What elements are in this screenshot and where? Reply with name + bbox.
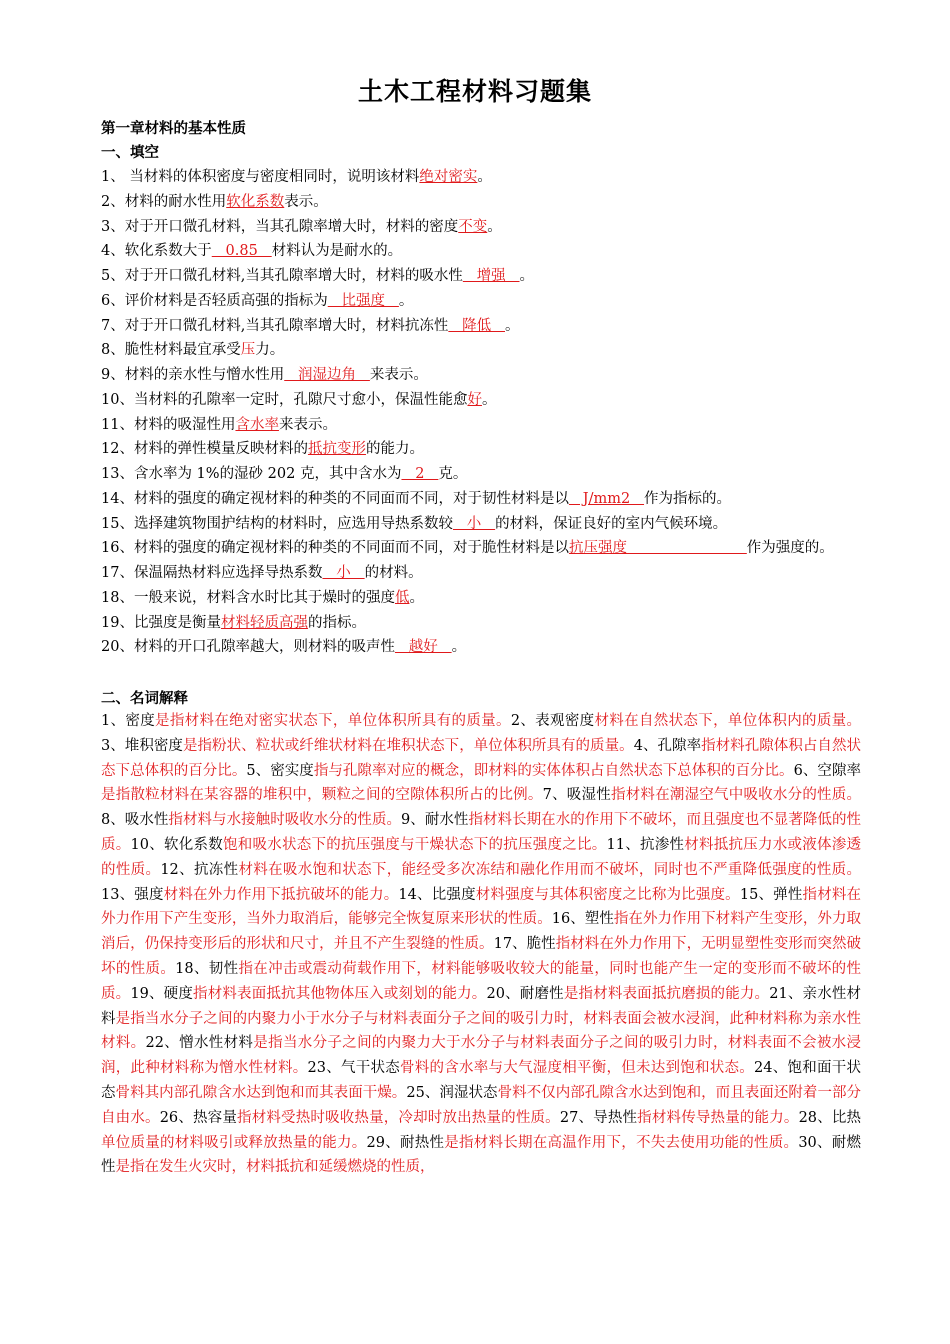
term-definition: 指材料在外力作用下，无明显塑性变形而突然破坏的性质。	[101, 936, 862, 977]
fill-item-text: 16、材料的强度的确定视材料的种类的不同面而不同，对于脆性材料是以	[101, 540, 569, 557]
fill-item	[101, 388, 861, 413]
fill-item-text: 。	[481, 391, 497, 408]
term-label: 4、孔隙率	[633, 737, 702, 754]
fill-item-text: 来表示。	[278, 416, 337, 433]
term-definition: 是指材料长期在高温作用下，不失去使用功能的性质。	[444, 1134, 799, 1151]
term-definition: 是指在发生火灾时，材料抵抗和延缓燃烧的性质，	[115, 1159, 435, 1176]
term-definition: 是指材料表面抵抗磨损的能力。	[563, 985, 770, 1002]
term-label: 19、硬度	[130, 985, 194, 1002]
fill-item-answer: 小	[452, 515, 496, 532]
term-definition: 单位质量的材料吸引或释放热量的能力。	[101, 1134, 367, 1151]
term-definition: 指材料孔隙体积占自然状态下总体积的百分比。	[101, 737, 861, 779]
term-definition: 指材料长期在水的作用下不破坏，而且强度也不显著降低的性质。	[101, 812, 861, 853]
fill-item-answer: 0.85	[211, 243, 272, 260]
fill-item	[101, 239, 861, 264]
fill-item-answer: 增强	[462, 268, 520, 284]
term-label: 28、比热	[798, 1109, 862, 1126]
term-definition: 材料在自然状态下，单位体积内的质量。	[594, 713, 861, 729]
fill-item-text: 的能力。	[365, 441, 424, 458]
fill-item-answer: J/mm2	[568, 490, 645, 507]
term-label: 11、抗渗性	[606, 836, 685, 853]
fill-item-answer: 不变	[458, 218, 488, 235]
term-definition: 指在冲击或震动荷载作用下，材料能够吸收较大的能量，同时也能产生一定的变形而不破坏的性质。	[101, 960, 862, 1002]
fill-item-text: 6、评价材料是否轻质高强的指标为	[101, 292, 328, 309]
fill-item	[101, 586, 861, 611]
term-label: 22、憎水性材料	[145, 1035, 254, 1052]
fill-item	[101, 338, 861, 363]
fill-item-text: 11、材料的吸湿性用	[101, 416, 236, 433]
term-label: 20、耐磨性	[486, 985, 564, 1002]
fill-item	[101, 215, 861, 240]
fill-item-answer: 抗压强度	[568, 540, 747, 557]
fill-item-text: 。	[477, 169, 492, 185]
fill-item-text: 7、对于开口微孔材料,当其孔隙率增大时，材料抗冻性	[101, 317, 449, 334]
term-label: 17、脆性	[493, 936, 556, 953]
fill-item-text: 的材料，保证良好的室内气候环境。	[495, 515, 728, 532]
fill-item-answer: 比强度	[327, 292, 399, 309]
fill-item-text: 13、含水率为 1%的湿砂 202 克，其中含水为	[101, 466, 402, 482]
fill-item-text: 克。	[438, 466, 468, 482]
term-label: 21、亲水性材料	[101, 985, 862, 1027]
term-definition: 指材料受热时吸收热量，冷却时放出热量的性质。	[237, 1109, 560, 1126]
fill-item	[101, 487, 861, 512]
fill-item-answer: 压	[240, 342, 256, 359]
term-definition: 是指当水分子之间的内聚力小于水分子与材料表面分子之间的吸引力时，材料表面会被水浸润，此种材料称为亲水性材料。	[101, 1010, 862, 1052]
fill-item	[101, 165, 861, 190]
fill-item-answer: 越好	[394, 639, 452, 656]
fill-item-answer: 好	[467, 391, 482, 408]
fill-item-text: 15、选择建筑物围护结构的材料时，应选用导热系数较	[101, 515, 453, 532]
term-label: 18、韧性	[175, 960, 239, 977]
term-definition: 指材料表面抵抗其他物体压入或刻划的能力。	[193, 985, 487, 1002]
fill-item	[101, 413, 861, 438]
fill-item-answer: 材料轻质高强	[220, 614, 308, 631]
fill-item-text: 1、 当材料的体积密度与密度相同时，说明该材料	[101, 169, 420, 185]
chapter-heading: 第一章材料的基本性质	[101, 120, 246, 137]
fill-item-text: 19、比强度是衡量	[101, 614, 221, 631]
term-definition: 是指粉状、粒状或纤维状材料在堆积状态下，单位体积所具有的质量。	[182, 737, 634, 754]
term-label: 8、吸水性	[101, 812, 169, 829]
fill-item-text: 作为指标的。	[644, 490, 732, 507]
term-definition: 指材料与水接触时吸收水分的性质。	[168, 812, 402, 829]
term-definition: 是指材料在绝对密实状态下，单位体积所具有的质量。	[155, 713, 511, 729]
fill-item-text: 。	[505, 317, 520, 334]
term-label: 5、密实度	[246, 762, 314, 779]
term-definition: 材料在吸水饱和状态下，能经受多次冻结和融化作用而不破坏，同时也不严重降低强度的性质。	[238, 861, 862, 878]
fill-item-text: 9、材料的亲水性与憎水性用	[101, 367, 285, 383]
fill-item-text: 3、对于开口微孔材料，当其孔隙率增大时，材料的密度	[101, 218, 459, 235]
fill-item-text: 材料认为是耐水的。	[271, 243, 403, 260]
fill-item-text: 2、材料的耐水性用	[101, 193, 227, 210]
fill-item-answer: 润湿边角	[284, 367, 370, 383]
fill-item-text: 8、脆性材料最宜承受	[101, 342, 241, 359]
term-label: 30、耐燃性	[101, 1134, 862, 1176]
fill-item	[101, 190, 861, 215]
term-label: 16、塑性	[551, 911, 614, 928]
fill-item	[101, 536, 861, 561]
term-label: 25、润湿状态	[406, 1084, 498, 1101]
fill-item	[101, 512, 861, 537]
term-label: 1、密度	[101, 713, 156, 729]
fill-item-answer: 抵抗变形	[307, 441, 366, 458]
fill-item-text: 表示。	[284, 193, 328, 210]
term-label: 9、耐水性	[401, 812, 469, 829]
fill-item	[101, 363, 861, 388]
fill-item-text: 。	[398, 292, 414, 309]
fill-item-text: 的指标。	[307, 614, 366, 631]
term-definition: 指材料在外力作用下产生变形，当外力取消后，能够完全恢复原来形状的性质。	[101, 886, 862, 928]
term-label: 6、空隙率	[793, 762, 861, 779]
term-definition: 指在外力作用下材料产生变形，外力取消后，仍保持变形后的形状和尺寸，并且不产生裂缝的性质。	[101, 911, 862, 953]
fill-item-text: 。	[409, 589, 424, 606]
fill-item-text: 。	[451, 639, 467, 656]
term-label: 7、吸湿性	[542, 787, 611, 804]
fill-item-text: 来表示。	[369, 367, 428, 383]
fill-item-answer: 2	[401, 466, 439, 482]
term-label: 10、软化系数	[130, 836, 223, 853]
fill-item-answer: 降低	[448, 317, 505, 334]
fill-item-text: 5、对于开口微孔材料,当其孔隙率增大时，材料的吸水性	[101, 268, 463, 284]
term-definition: 指材料传导热量的能力。	[637, 1109, 799, 1126]
term-label: 15、弹性	[739, 886, 803, 903]
section-heading-terms: 二、名词解释	[101, 690, 188, 707]
fill-item-text: 10、当材料的孔隙率一定时，孔隙尺寸愈小，保温性能愈	[101, 391, 468, 408]
fill-item-text: 20、材料的开口孔隙率越大，则材料的吸声性	[101, 639, 395, 656]
fill-item	[101, 561, 861, 586]
term-label: 27、导热性	[559, 1109, 638, 1126]
term-definition: 是指散粒材料在某容器的堆积中，颗粒之间的空隙体积所占的比例。	[101, 787, 543, 804]
fill-item	[101, 264, 861, 289]
fill-item-answer: 绝对密实	[419, 169, 478, 185]
term-definitions	[101, 709, 861, 1180]
fill-item-answer: 软化系数	[226, 193, 285, 210]
fill-item-text: 17、保温隔热材料应选择导热系数	[101, 565, 323, 581]
term-definition: 饱和吸水状态下的抗压强度与干燥状态下的抗压强度之比。	[222, 836, 607, 853]
page-title: 土木工程材料习题集	[357, 77, 592, 106]
section-heading-fill: 一、填空	[101, 144, 159, 161]
fill-item	[101, 611, 861, 636]
fill-item-answer: 含水率	[235, 416, 279, 433]
term-label: 23、气干状态	[307, 1060, 400, 1077]
term-definition: 骨料不仅内部孔隙含水达到饱和，而且表面还附着一部分自由水。	[101, 1084, 862, 1126]
fill-item-text: 力。	[255, 342, 285, 359]
term-definition: 材料强度与其体积密度之比称为比强度。	[475, 886, 740, 903]
fill-item-text: 的材料。	[364, 565, 423, 581]
fill-item-text: 。	[487, 218, 502, 235]
term-label: 13、强度	[101, 886, 164, 903]
term-label: 3、堆积密度	[101, 737, 183, 754]
term-definition: 材料抵抗压力水或液体渗透的性质。	[101, 836, 862, 878]
term-definition: 骨料其内部孔隙含水达到饱和而其表面干燥。	[115, 1084, 407, 1101]
fill-item	[101, 289, 861, 314]
fill-item-answer: 低	[394, 589, 410, 606]
term-label: 12、抗冻性	[160, 861, 239, 878]
fill-item-text: 14、材料的强度的确定视材料的种类的不同面而不同，对于韧性材料是以	[101, 490, 569, 507]
term-label: 2、表观密度	[510, 713, 595, 729]
term-definition: 骨料的含水率与大气湿度相平衡，但未达到饱和状态。	[400, 1060, 755, 1077]
term-label: 14、比强度	[398, 886, 476, 903]
fill-blank-list	[101, 165, 861, 660]
fill-item	[101, 437, 861, 462]
fill-item-text: 。	[519, 268, 534, 284]
term-definition: 指材料在潮湿空气中吸收水分的性质。	[610, 787, 862, 804]
fill-item-text: 12、材料的弹性模量反映材料的	[101, 441, 308, 458]
term-definition: 指与孔隙率对应的概念，即材料的实体体积占自然状态下总体积的百分比。	[313, 762, 794, 779]
fill-item-text: 作为强度的。	[746, 540, 834, 557]
term-definition: 是指当水分子之间的内聚力大于水分子与材料表面分子之间的吸引力时，材料表面不会被水浸润，此种材料称为憎水性材料。	[101, 1035, 862, 1077]
fill-item	[101, 462, 861, 487]
term-label: 29、耐热性	[366, 1134, 445, 1151]
term-definition: 材料在外力作用下抵抗破坏的能力。	[163, 886, 399, 903]
term-label: 26、热容量	[159, 1109, 238, 1126]
fill-item	[101, 314, 861, 339]
fill-item	[101, 635, 861, 660]
fill-item-text: 18、一般来说，材料含水时比其于燥时的强度	[101, 589, 395, 606]
term-label: 24、饱和面干状态	[101, 1060, 862, 1101]
fill-item-text: 4、软化系数大于	[101, 243, 212, 260]
fill-item-answer: 小	[322, 565, 365, 581]
